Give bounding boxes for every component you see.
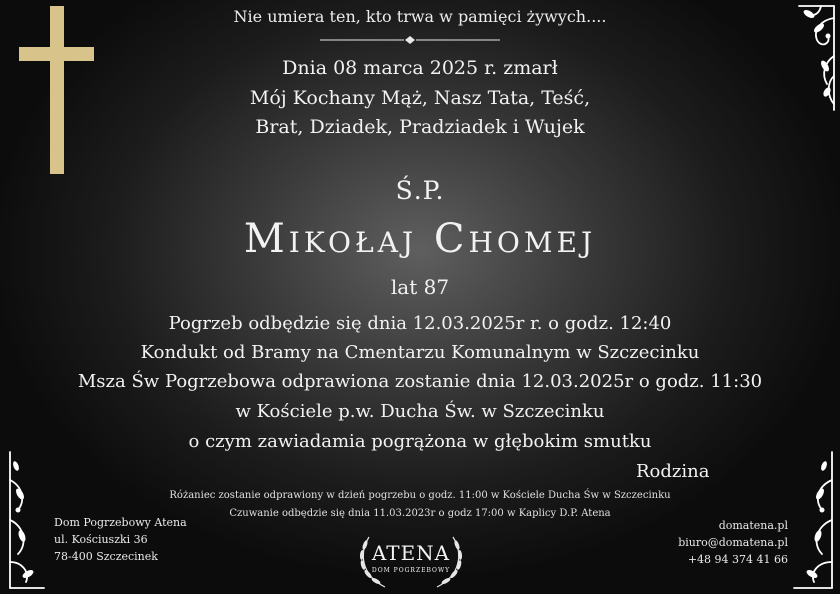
logo-name: ATENA	[371, 541, 451, 565]
funeral-home-street: ul. Kościuszki 36	[54, 533, 148, 546]
funeral-line-5: o czym zawiadamia pogrążona w głębokim smutku	[188, 431, 652, 452]
atena-logo	[355, 531, 467, 591]
rosary-note: Różaniec zostanie odprawiony w dzień pogrzebu o godz. 11:00 w Kościele Ducha Św w Szczecinku	[169, 490, 671, 501]
deceased-name: Mikołaj Chomej	[243, 216, 597, 262]
funeral-home-city: 78-400 Szczecinek	[54, 550, 158, 563]
funeral-home-address	[54, 514, 187, 565]
vigil-note: Czuwanie odbędzie się dnia 11.03.2023r o godz 17:00 w Kaplicy D.P. Atena	[229, 508, 611, 519]
relation-line-2: Brat, Dziadek, Pradziadek i Wujek	[255, 116, 585, 138]
funeral-home-name: Dom Pogrzebowy Atena	[54, 516, 187, 529]
funeral-line-4: w Kościele p.w. Ducha Św. w Szczecinku	[235, 401, 605, 422]
funeral-line-3: Msza Św Pogrzebowa odprawiona zostanie dnia 12.03.2025r o godz. 11:30	[77, 371, 763, 392]
age: lat 87	[390, 275, 450, 299]
phone-number: +48 94 374 41 66	[687, 553, 788, 566]
funeral-line-2: Kondukt od Bramy na Cmentarzu Komunalnym w Szczecinku	[140, 342, 700, 363]
relation-line-1: Mój Kochany Mąż, Nasz Tata, Teść,	[249, 87, 591, 109]
funeral-line-1: Pogrzeb odbędzie się dnia 12.03.2025r r. o godz. 12:40	[168, 313, 672, 334]
death-date-line: Dnia 08 marca 2025 r. zmarł	[282, 57, 558, 79]
divider-ornament-icon	[320, 35, 500, 45]
floral-corner-ornament-icon	[6, 450, 48, 590]
floral-corner-ornament-icon	[791, 4, 836, 112]
honorific: Ś.P.	[395, 176, 445, 205]
floral-corner-ornament-icon	[788, 450, 836, 590]
contact-info	[678, 517, 788, 568]
email-link[interactable]: biuro@domatena.pl	[678, 536, 788, 549]
signature: Rodzina	[636, 461, 710, 482]
website-link[interactable]: domatena.pl	[718, 519, 788, 532]
motto: Nie umiera ten, kto trwa w pamięci żywych....	[233, 7, 607, 26]
logo-tagline: DOM POGRZEBOWY	[371, 567, 451, 574]
